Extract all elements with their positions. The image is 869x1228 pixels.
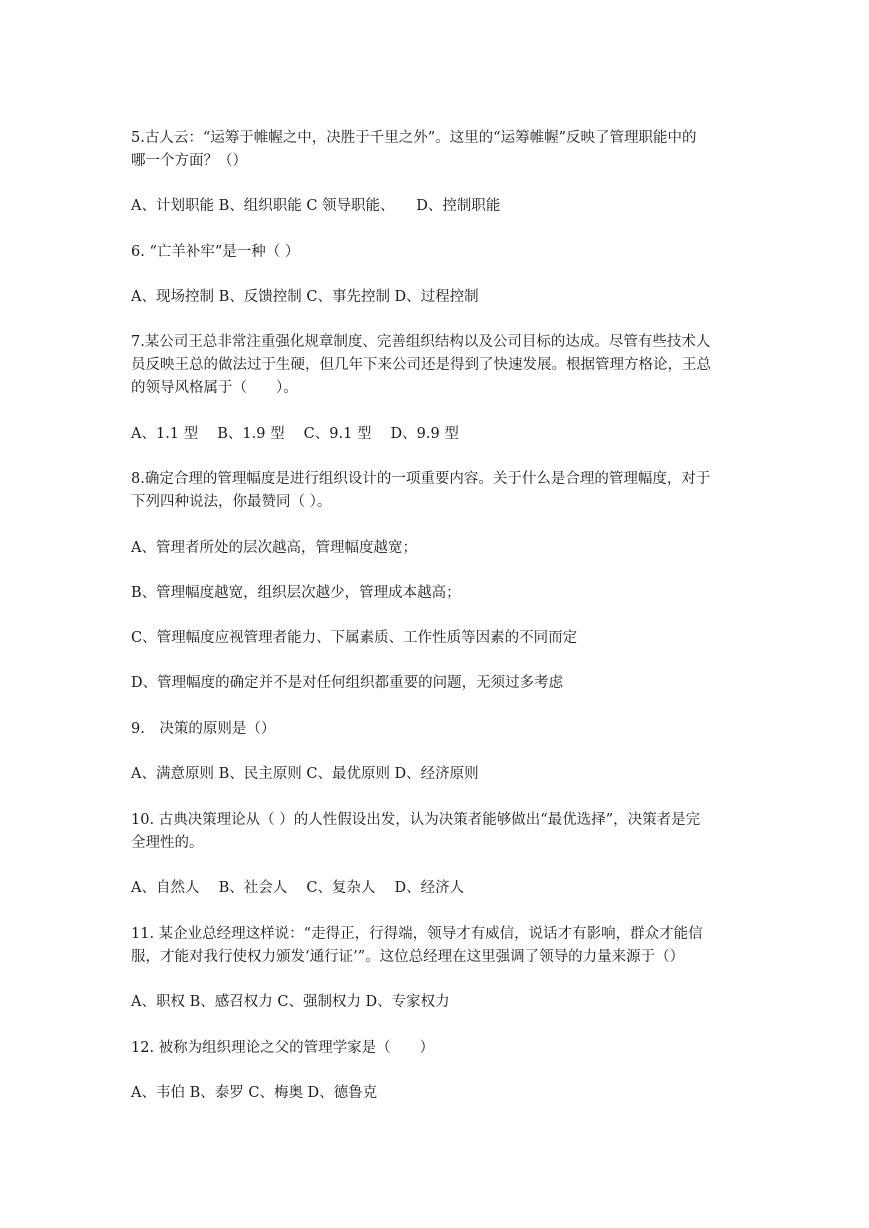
- question-10-stem-line-1: 10. 古典决策理论从（ ）的人性假设出发，认为决策者能够做出“最优选择”，决策者是完: [131, 812, 701, 828]
- question-12-options-text: A、韦伯 B、泰罗 C、梅奥 D、德鲁克: [131, 1085, 378, 1101]
- question-12-stem: [131, 1037, 743, 1060]
- question-11-stem: [131, 923, 743, 969]
- question-11-options: [131, 991, 743, 1014]
- question-9-stem-text: 9. 决策的原则是（）: [131, 721, 276, 737]
- question-9-options-text: A、满意原则 B、民主原则 C、最优原则 D、经济原则: [131, 766, 479, 782]
- question-7-stem: [131, 331, 743, 400]
- question-7-stem-line-2: 员反映王总的做法过于生硬，但几年下来公司还是得到了快速发展。根据管理方格论，王总: [131, 357, 711, 373]
- question-6-stem-text: 6. “亡羊补牢”是一种（ ）: [131, 244, 300, 260]
- question-10-stem-line-2: 全理性的。: [131, 835, 204, 851]
- question-11-stem-line-2: 服，才能对我行使权力颁发‘通行证’”。这位总经理在这里强调了领导的力量来源于（）: [131, 949, 685, 965]
- question-8-stem-line-1: 8.确定合理的管理幅度是进行组织设计的一项重要内容。关于什么是合理的管理幅度，对于: [131, 471, 711, 487]
- question-6-options: [131, 286, 743, 309]
- question-8-option-d: [131, 672, 743, 695]
- question-9-options: [131, 763, 743, 786]
- question-11-stem-line-1: 11. 某企业总经理这样说：“走得正，行得端，领导才有威信，说话才有影响，群众才能信: [131, 926, 703, 942]
- question-5-stem: [131, 127, 743, 173]
- question-7-options-text: A、1.1 型 B、1.9 型 C、9.1 型 D、9.9 型: [131, 426, 459, 442]
- question-5-options: [131, 195, 743, 218]
- question-10-stem: [131, 809, 743, 855]
- question-8-stem-line-2: 下列四种说法，你最赞同（ ）。: [131, 494, 332, 510]
- question-6-options-text: A、现场控制 B、反馈控制 C、事先控制 D、过程控制: [131, 289, 479, 305]
- question-12-stem-text: 12. 被称为组织理论之父的管理学家是（ ）: [131, 1040, 435, 1056]
- question-10-options: [131, 877, 743, 900]
- question-8-stem: [131, 468, 743, 514]
- question-10-options-text: A、自然人 B、社会人 C、复杂人 D、经济人: [131, 880, 465, 896]
- question-7-stem-line-3: 的领导风格属于（ ）。: [131, 380, 298, 396]
- question-7-stem-line-1: 7.某公司王总非常注重强化规章制度、完善组织结构以及公司目标的达成。尽管有些技术人: [131, 334, 711, 350]
- question-8-option-b: [131, 582, 743, 605]
- question-8-option-a: [131, 537, 743, 560]
- question-12-options: [131, 1082, 743, 1105]
- question-8-option-a-text: A、管理者所处的层次越高，管理幅度越宽；: [131, 540, 417, 556]
- question-11-options-text: A、职权 B、感召权力 C、强制权力 D、专家权力: [131, 994, 450, 1010]
- question-7-options: [131, 423, 743, 446]
- question-5-stem-line-2: 哪一个方面？（）: [131, 153, 247, 169]
- question-5-options-text: A、计划职能 B、组织职能 C 领导职能、 D、控制职能: [131, 198, 501, 214]
- question-8-option-d-text: D、管理幅度的确定并不是对任何组织都重要的问题，无须过多考虑: [131, 675, 564, 691]
- question-6-stem: [131, 241, 743, 264]
- question-5-stem-line-1: 5.古人云：“运筹于帷幄之中，决胜于千里之外”。这里的“运筹帷幄”反映了管理职能中的: [131, 130, 697, 146]
- question-9-stem: [131, 718, 743, 741]
- question-8-option-b-text: B、管理幅度越宽，组织层次越少，管理成本越高；: [131, 585, 461, 601]
- question-8-option-c-text: C、管理幅度应视管理者能力、下属素质、工作性质等因素的不同而定: [131, 630, 578, 646]
- question-8-option-c: [131, 627, 743, 650]
